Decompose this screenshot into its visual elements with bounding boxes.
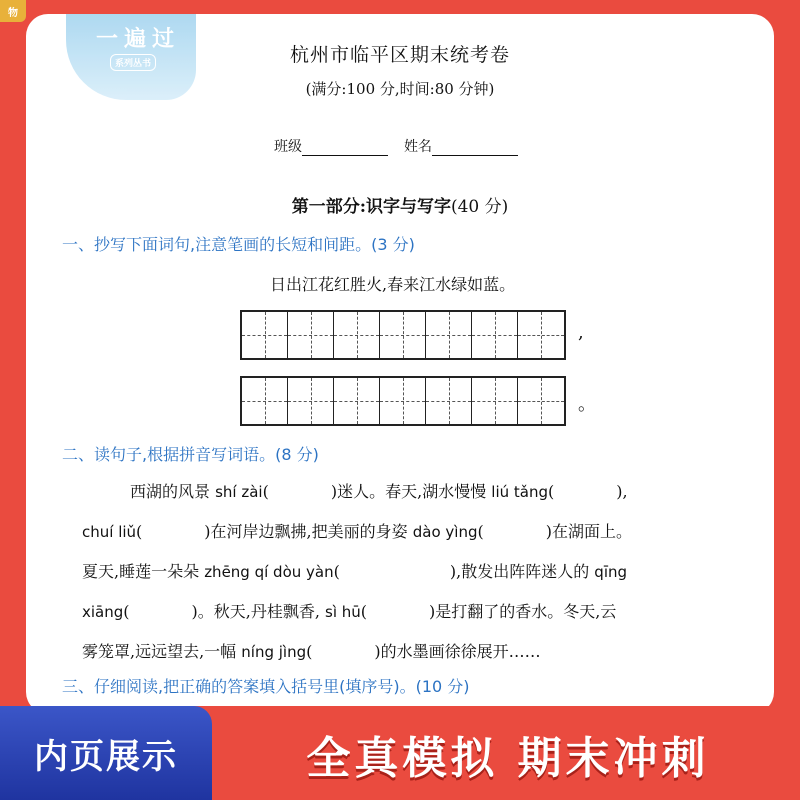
paren-open: ( <box>360 602 368 621</box>
grid-cell <box>242 378 288 424</box>
corner-badge: 物 <box>0 0 26 22</box>
pinyin-xiang: xiāng <box>82 603 124 621</box>
part-one-label: 第一部分:识字与写字 <box>291 197 451 217</box>
text-segment: ),散发出阵阵迷人的 <box>449 562 590 581</box>
copy-sentence: 日出江花红胜火,春来江水绿如蓝。 <box>270 275 516 294</box>
grid-2-period: 。 <box>578 394 596 415</box>
question-2-text: 二、读句子,根据拼音写词语。 <box>62 445 276 464</box>
text-segment: )是打翻了的香水。冬天,云 <box>429 602 617 621</box>
question-3-text: 三、仔细阅读,把正确的答案填入括号里(填序号)。 <box>62 677 416 696</box>
logo-subtitle: 系列丛书 <box>110 54 156 71</box>
pinyin-shi-zai: shí zài <box>215 483 263 501</box>
passage-line-3 <box>82 552 762 592</box>
writing-grid-2 <box>240 376 566 426</box>
paren-open: ( <box>262 482 269 501</box>
writing-grid-1 <box>240 310 566 360</box>
paren-open: ( <box>333 562 340 581</box>
grid-cell <box>334 312 380 358</box>
pinyin-qing: qīng <box>594 563 628 581</box>
grid-cell <box>288 312 334 358</box>
text-segment: )迷人。春天,湖水慢慢 <box>330 482 487 501</box>
text-segment: )的水墨画徐徐展开…… <box>374 642 541 661</box>
pinyin-zheng-qi-dou-yan: zhēng qí dòu yàn <box>204 563 334 581</box>
grid-cell <box>288 378 334 424</box>
grid-cell <box>518 312 564 358</box>
paren-open: ( <box>548 482 555 501</box>
passage-line-1 <box>82 472 762 512</box>
text-segment: )在河岸边飘拂,把美丽的身姿 <box>204 522 408 541</box>
text-segment: ), <box>616 482 628 501</box>
promo-left-text: 内页展示 <box>34 736 178 777</box>
name-field <box>404 136 518 156</box>
question-3-title <box>62 674 470 697</box>
class-label: 班级 <box>274 139 302 155</box>
question-2-passage <box>82 472 762 672</box>
text-segment: 西湖的风景 <box>130 482 211 501</box>
grid-cell <box>472 378 518 424</box>
class-field <box>274 136 388 156</box>
pinyin-dao-ying: dào yìng <box>412 523 478 541</box>
grid-cell <box>426 378 472 424</box>
text-segment: )。秋天,丹桂飘香, <box>191 602 320 621</box>
question-2-score: (8 分) <box>275 445 319 464</box>
text-segment: 夏天,睡莲一朵朵 <box>82 562 200 581</box>
grid-cell <box>380 378 426 424</box>
question-1-score: (3 分) <box>371 235 415 254</box>
logo-title: 一遍过 <box>96 27 181 52</box>
paren-open: ( <box>123 602 130 621</box>
passage-line-2 <box>82 512 762 552</box>
grid-cell <box>242 312 288 358</box>
exam-title: 杭州市临平区期末统考卷 <box>289 44 510 66</box>
name-label: 姓名 <box>404 139 432 155</box>
grid-cell <box>334 378 380 424</box>
class-blank <box>302 141 388 156</box>
grid-cell <box>518 378 564 424</box>
promo-banner-right <box>228 718 788 790</box>
grid-cell <box>380 312 426 358</box>
grid-cell <box>426 312 472 358</box>
paren-open: ( <box>477 522 484 541</box>
part-one-points: (40 分) <box>450 197 509 217</box>
question-1-title <box>62 232 415 255</box>
grid-cell <box>472 312 518 358</box>
grid-1-comma: , <box>578 322 584 343</box>
promo-banner-left <box>0 706 212 800</box>
passage-line-5 <box>82 632 762 672</box>
pinyin-ning-jing: níng jìng <box>241 643 307 661</box>
text-segment: )在湖面上。 <box>545 522 632 541</box>
part-one-title <box>26 192 774 217</box>
name-blank <box>432 141 518 156</box>
paren-open: ( <box>136 522 143 541</box>
pinyin-si-hu: sì hū <box>325 603 361 621</box>
student-info-row <box>274 136 518 156</box>
exam-subtitle: (满分:100 分,时间:80 分钟) <box>305 80 495 98</box>
question-2-title <box>62 442 319 465</box>
pinyin-chui-liu: chuí liǔ <box>82 523 137 541</box>
promo-right-text: 全真模拟 期末冲刺 <box>306 733 710 784</box>
pinyin-liu-tang: liú tǎng <box>491 483 549 501</box>
question-1-text: 一、抄写下面词句,注意笔画的长短和间距。 <box>62 235 372 254</box>
exam-paper <box>26 14 774 714</box>
passage-line-4 <box>82 592 762 632</box>
text-segment: 雾笼罩,远远望去,一幅 <box>82 642 237 661</box>
question-3-score: (10 分) <box>415 677 470 696</box>
paren-open: ( <box>306 642 313 661</box>
